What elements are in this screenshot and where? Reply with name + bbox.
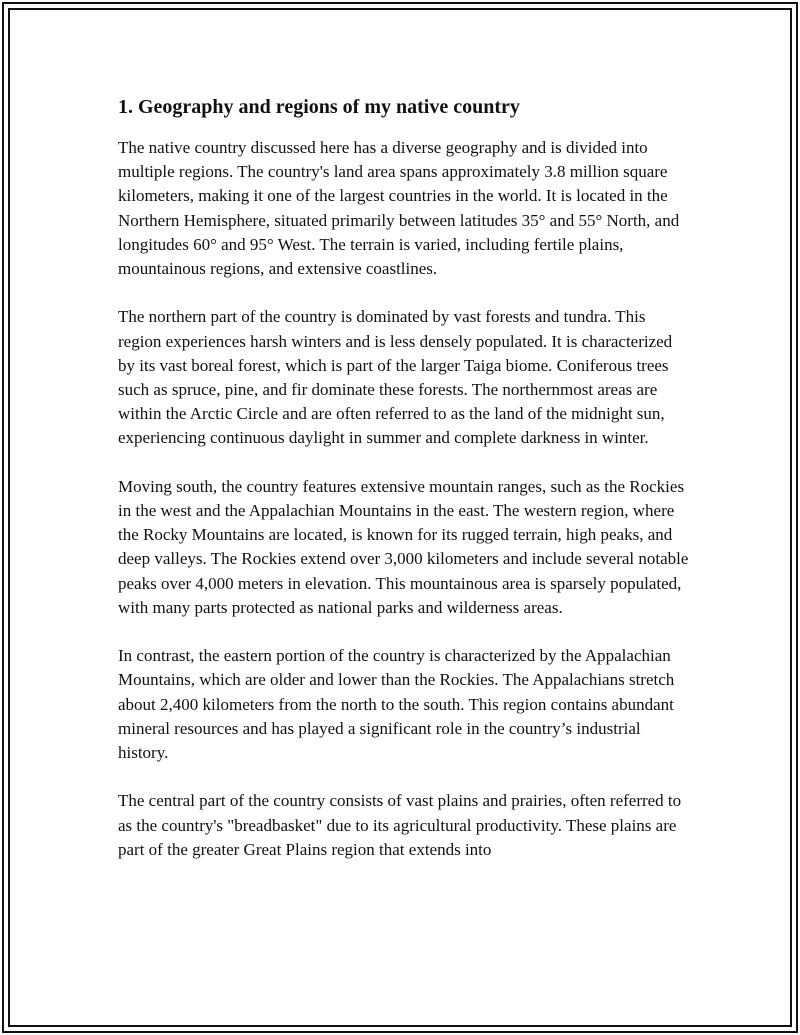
paragraph-geography-overview: The native country discussed here has a diverse geography and is divided into multiple regions. The country's land area spans approximately 3.8 million square kilometers, making it one of the largest countries in the world. It is located in the Northern Hemisphere, situated primarily between latitudes 35° and 55° North, and longitudes 60° and 95° West. The terrain is varied, including fertile plains, mountainous regions, and extensive coastlines.: [118, 138, 680, 279]
section-heading: 1. Geography and regions of my native country: [118, 96, 520, 118]
paragraph-eastern-appalachians: In contrast, the eastern portion of the country is characterized by the Appalachian Mountains, which are older and lower than the Rockies. The Appalachians stretch about 2,400 kilometers from the north to the south. This region contains abundant mineral resources and has played a significant role in the country’s industrial history.: [118, 646, 675, 763]
paragraph-central-plains: The central part of the country consists of vast plains and prairies, often referred to as the country's "breadbasket" due to its agricultural productivity. These plains are part of the greater Great Plains region that extends into: [118, 791, 682, 859]
paragraph-western-mountains: Moving south, the country features extensive mountain ranges, such as the Rockies in the west and the Appalachian Mountains in the east. The western region, where the Rocky Mountains are located, is known for its rugged terrain, high peaks, and deep valleys. The Rockies extend over 3,000 kilometers and include several notable peaks over 4,000 meters in elevation. This mountainous area is sparsely populated, with many parts protected as national parks and wilderness areas.: [118, 476, 689, 617]
paragraph-northern-region: The northern part of the country is dominated by vast forests and tundra. This region experiences harsh winters and is less densely populated. It is characterized by its vast boreal forest, which is part of the larger Taiga biome. Coniferous trees such as spruce, pine, and fir dominate these forests. The northernmost areas are within the Arctic Circle and are often referred to as the land of the midnight sun, experiencing continuous daylight in summer and complete darkness in winter.: [118, 307, 673, 448]
document-body: [118, 92, 693, 886]
